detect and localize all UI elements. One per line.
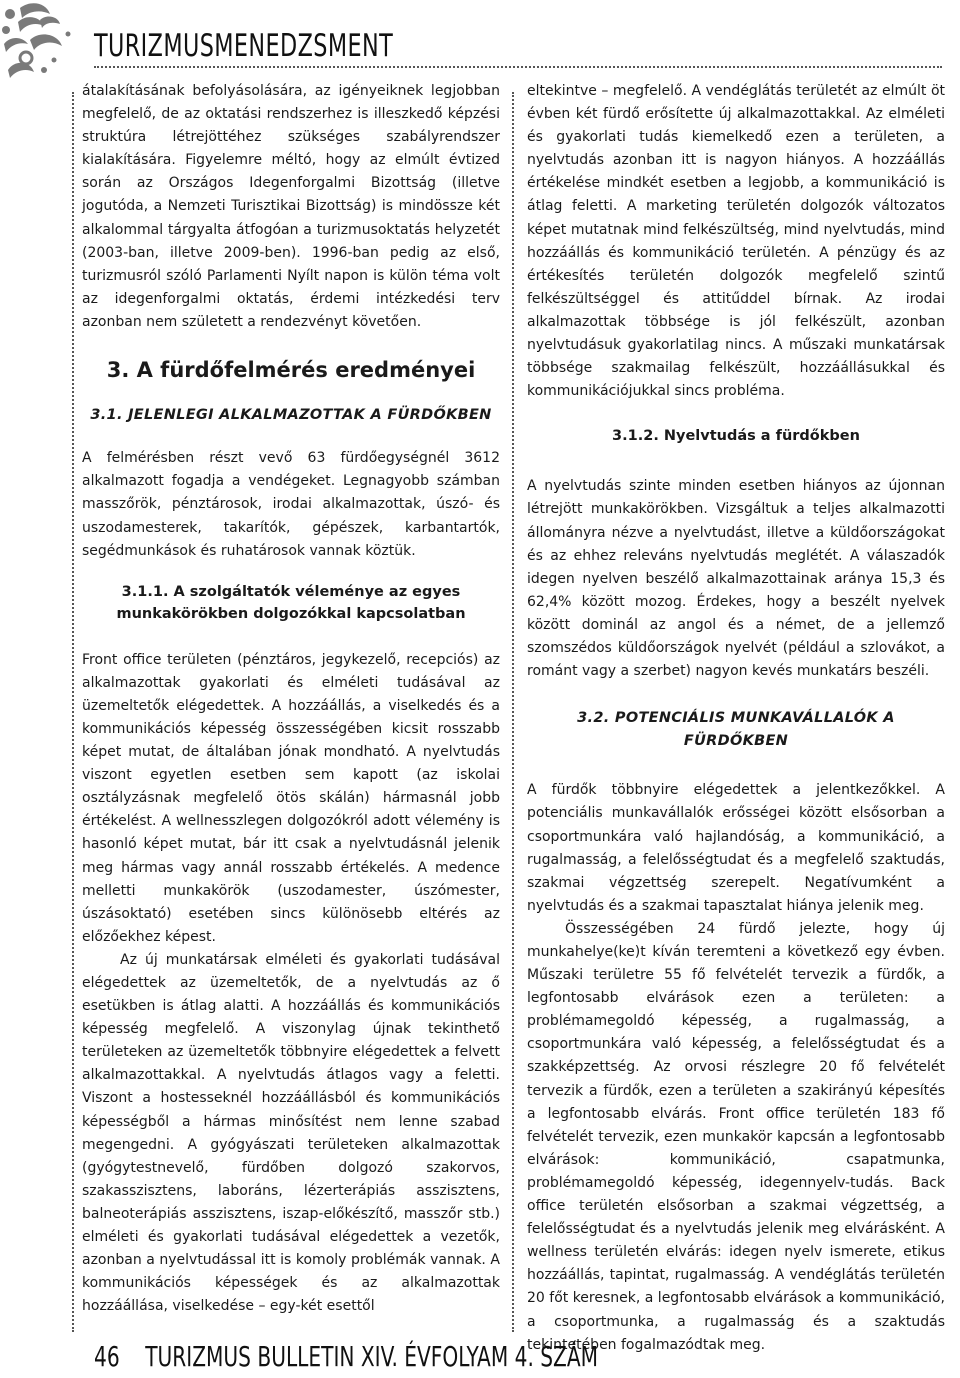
heading-line-1: 3.1.1. A szolgáltatók véleménye az egyes — [121, 583, 461, 600]
paragraph: A felmérésben részt vevő 63 fürdőegységnél 3612 alkalmazott fogadja a vendégeket. Legnagyobb számban masszőrök, pénztárosok, irodai alkalmazottak, úszó- és uszodamesterek, takarítók, gépészek, karbantartók, segédmunkások és ruhatárosok vannak köztük. — [82, 450, 500, 559]
publication-title: TURIZMUS BULLETIN XIV. ÉVFOLYAM 4. SZÁM — [145, 1340, 599, 1373]
subsection-heading: 3.2. POTENCIÁLIS MUNKAVÁLLALÓK A FÜRDŐKBEN — [577, 710, 895, 750]
page-footer — [94, 1340, 598, 1373]
left-column — [82, 80, 500, 1318]
subsubsection-heading: 3.1.2. Nyelvtudás a fürdőkben — [612, 428, 860, 445]
page-number: 46 — [94, 1340, 120, 1373]
column-divider — [512, 92, 514, 1332]
right-column — [527, 80, 945, 1357]
heading-line-2: munkakörökben dolgozókkal kapcsolatban — [116, 605, 466, 622]
paragraph: Összességében 24 fürdő jelezte, hogy új munkahelye(ke)t kíván teremteni a következő egy évben. Műszaki területre 55 fő felvételét tervezik a fürdők, a legfontosabb elvárások ezen a területen: a problémamegoldó képesség, a rugalmasság, a csoportmunkára való képesség, a felelősségtudat és a szakképzettség. Az orvosi részlegre 20 fő felvételét tervezik a fürdők, ezen a területen a szakirányú képesítés a legfontosabb elvárás. Front office területén 183 fő felvételét tervezik, ezen munkakör kapcsán a legfontosabb elvárások: kommunikáció, csapatmunka, problémamegoldó képesség, idegennyelv-tudás. Back office területén elsősorban a szakmai végzettség, a felelősségtudat és a nyelvtudás jelenik meg elvárásként. A wellness területén elvárás: idegen nyelv ismerete, etikus hozzáállás, tapintat, rugalmasság. A vendéglátás területén 20 főt keresnek, a legfontosabb elvárások a kommunikáció, a csoportmunka, a rugalmasság és a szaktudás tekintetében fogalmazódtak meg. — [527, 920, 945, 1353]
paragraph: Front office területen (pénztáros, jegykezelő, recepciós) az alkalmazottak gyakorlati és elméleti tudásával az üzemeltetők elégedettek. A hozzáállás, a viselkedés és a kommunikációs képesség összességében kicsit rosszabb képet mutat, de általában jónak mondható. A nyelvtudás viszont egyetlen esetben sem kapott (az iskolai osztályzásnak megfelelő ötös skálán) hármasnál jobb értékelést. A wellnesszlegen dolgozókról adott vélemény is hasonló képet mutat, bár itt csak a nyelvtudásnál jelenik meg hármas vagy annál rosszabb értékelés. A medence melletti munkakörök (uszodamester, úszómester, úszásoktató) esetében sincs különösebb eltérés az előzőekhez képest. — [82, 651, 500, 945]
header-divider — [94, 66, 942, 68]
paragraph: A nyelvtudás szinte minden esetben hiányos az újonnan létrejött munkakörökben. Vizsgáltuk a teljes alkalmazotti állományra nézve a nyelvtudást, illetve a küldőországokat és az ehhez releváns nyelvtudás meglétét. A válaszadók idegen nyelven beszélő alkalmazottainak aránya 15,3 és 62,4% között mozog. Érdekes, hogy a beszélt nyelvek között dominál az angol és a német, de a jellemző szomszédos küldőországok nyelvét (például a szlovákot, a románt vagy a szerbet) nagyon kevés munkatárs beszéli. — [527, 478, 945, 680]
paragraph: eltekintve – megfelelő. A vendéglátás területét az elmúlt öt évben két fürdő erősítette új alkalmazottakkal. Az elméleti és gyakorlati tudás kiemelkedő ezen a területen, a nyelvtudás azonban itt is nagyon hiányos. A hozzáállás értékelése mindkét esetben a legjobb, a kommunikáció is átlag feletti. A marketing területén dolgozók változatos képet mutatnak mind felkészültség, mind nyelvtudás, mind hozzáállás és kommunikáció területén. A pénzügy és az értékesítés területén dolgozók megfelelő szintű felkészültséggel és attitűddel bírnak. Az irodai alkalmazottak többsége is jól felkészült, azonban nyelvtudásuk gyakorlatilag nincs. A műszaki munkatársak többsége szakmailag felkészült, hozzáállásukkal és kommunikációjukkal sincs probléma. — [527, 83, 945, 400]
paragraph: A fürdők többnyire elégedettek a jelentkezőkkel. A potenciális munkavállalók erősségei között elsősorban a csoportmunkára való hajlandóság, a kommunikáció, a rugalmasság, a felelősségtudat és a megfelelő szaktudás, szakmai végzettség szerepelt. Negatívumként a nyelvtudás és a szakmai tapasztalat hiánya jelenik meg. — [527, 782, 945, 914]
running-header-title: TURIZMUSMENEDZSMENT — [94, 28, 394, 64]
paragraph: átalakításának befolyásolására, az igényeiknek legjobban megfelelő, de az oktatási rendszerhez is illeszkedő képzési struktúra létrejöttéhez szükséges szabályrendszer kialakítására. Figyelemre méltó, hogy az elmúlt évtized során az Országos Idegenforgalmi Bizottság (illetve jogutóda, a Nemzeti Turisztikai Bizottság) is mindössze két alkalommal tárgyalta átfogóan a turizmusoktatás helyzetét (2003-ban, illetve 2009-ben). 1996-ban pedig az első, turizmusról szóló Parlamenti Nyílt napon is külön téma volt az idegenforgalmi oktatás, érdemi intézkedési terv azonban nem született a rendezvényt követően. — [82, 83, 500, 330]
section-heading: 3. A fürdőfelmérés eredményei — [106, 358, 476, 383]
paragraph: Az új munkatársak elméleti és gyakorlati tudásával elégedettek az üzemeltetők, de a nyelvtudás az ő esetükben is átlag alatti. A hozzáállás és kommunikációs képesség megfelelő. A viszonylag újnak tekinthető területeken az üzemeltetők többnyire elégedettek a felvett alkalmazottakkal. A nyelvtudás átlagos vagy a feletti. Viszont a hostesseknél hozzáállásból és kommunikációs képességből a hármas minősítést nem lenne szabad megengedni. A gyógyászati területeken alkalmazottak (gyógytestnevelő, fürdőben dolgozó szakorvos, szakasszisztens, laboráns, lézerterápiás asszisztens, balneoterápiás asszisztens, iszap-előkészítő, masszőr stb.) elméleti és gyakorlati tudásával elégedettek a vezetők, azonban a nyelvtudással itt is komoly problémák vannak. A kommunikációs képességek és az alkalmazottak hozzáállása, viselkedése – egy-két esettől — [82, 951, 500, 1315]
left-margin-divider — [72, 92, 74, 1332]
subsection-heading: 3.1. JELENLEGI ALKALMAZOTTAK A FÜRDŐKBEN — [90, 407, 492, 424]
subsubsection-heading — [82, 581, 500, 625]
floral-ornament-icon — [0, 0, 92, 90]
